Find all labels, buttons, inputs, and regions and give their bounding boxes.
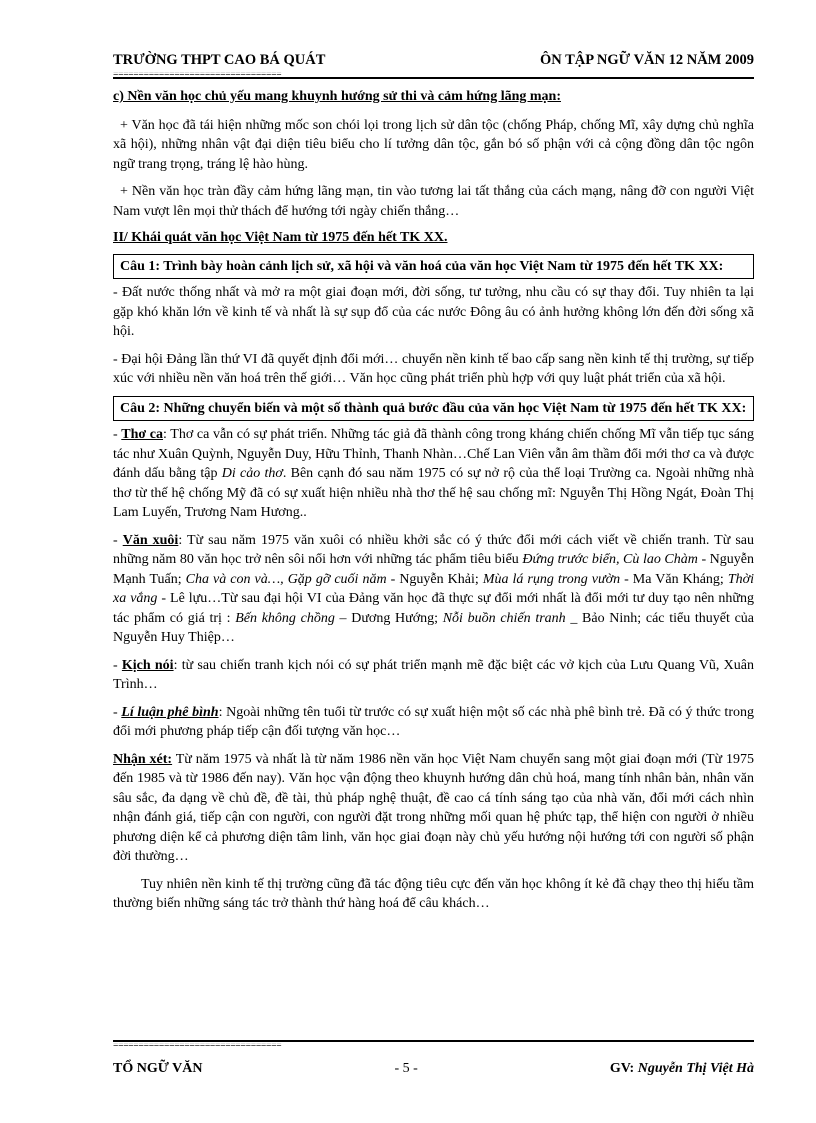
poetry-italic-1: Di cảo thơ (221, 466, 283, 481)
poetry-text-1: : Thơ ca vẫn có sự phát triển. Những tác giả đã thành công trong kháng chiến chống Mĩ vẫn tiếp tục sáng tác như Xuân Quỳnh, Nguyễn Duy, Hữu Thỉnh, Thanh Nhàn…Chế Lan Viên vẫn âm thầm đổi mới thơ ca và được đánh dấu bằng tập (113, 427, 754, 481)
prose-text-3: - Nguyễn Khải; (386, 571, 483, 587)
prose-italic-4: Thời xa vắng (113, 571, 754, 606)
prose-italic-3: Mùa lá rụng trong vườn (482, 571, 621, 587)
department-name: TỔ NGỮ VĂN (113, 1061, 203, 1076)
poetry-label: Thơ ca (121, 427, 164, 442)
prose-text-1: : Từ sau năm 1975 văn xuôi có nhiều khởi sắc có ý thức đổi mới cách viết về chiến tranh. Từ sau những năm 80 văn học trở nên sôi nổi hơn với những tác phẩm tiêu biểu (113, 532, 755, 567)
prose-text-4: - Ma Văn Kháng; (620, 571, 728, 587)
prose-text-2: - Nguyễn Mạnh Tuấn; (113, 552, 754, 587)
drama-paragraph: - Kịch nói: từ sau chiến tranh kịch nói có sự phát triển mạnh mẽ đặc biệt các vở kịch của Lưu Quang Vũ, Xuân Trình… (113, 657, 754, 692)
remark-label: Nhận xét: (113, 751, 173, 767)
page-content (113, 52, 754, 914)
page-header (113, 52, 754, 72)
teacher-label: GV: (609, 1061, 638, 1076)
prose-italic-5: Bến không chồng (235, 610, 335, 626)
drama-label: Kịch nói (121, 657, 174, 673)
footer-line (113, 1040, 754, 1042)
section-c-paragraph-2: + Nền văn học tràn đầy cảm hứng lãng mạn, tin vào tương lai tất thắng của cách mạng, nâng đỡ con người Việt Nam vượt lên mọi thử thách để hướng tới ngày chiến thắng… (113, 184, 754, 219)
section-ii-title: II/ Khái quát văn học Việt Nam từ 1975 đến hết TK XX. (113, 230, 448, 245)
question-1-paragraph-1: - Đất nước thống nhất và mở ra một giai đoạn mới, đời sống, tư tưởng, nhu cầu có sự thay đổi. Tuy nhiên ta lại gặp khó khăn lớn về kinh tế và nhất là sự sụp đổ của các nước Đông âu có ảnh hưởng không lớn đến đời sống xã hội. (113, 285, 754, 339)
criticism-label: Lí luận phê bình (121, 704, 219, 720)
question-1-paragraph-2: - Đại hội Đảng lần thứ VI đã quyết định đổi mới… chuyển nền kinh tế bao cấp sang nền kinh tế thị trường, sự tiếp xúc với nhiều nền văn hoá trên thế giới… Văn học cũng phát triển phù hợp với quy luật phát triển của xã hội. (113, 351, 754, 386)
poetry-paragraph: - Thơ ca: Thơ ca vẫn có sự phát triển. Những tác giả đã thành công trong kháng chiến chống Mĩ vẫn tiếp tục sáng tác như Xuân Quỳnh, Nguyễn Duy, Hữu Thỉnh, Thanh Nhàn…Chế Lan Viên vẫn âm thầm đổi mới thơ ca và được đánh dấu bằng tập Di cảo thơ. Bên cạnh đó sau năm 1975 có sự nở rộ của thể loại Trường ca. Ngoài những nhà thơ từ thế hệ chống Mỹ đã có sự xuất hiện nhiều nhà thơ thế hệ sau chống mĩ: Nguyễn Thị Hồng Ngát, Đoàn Thị Lam Luyến, Trương Nam Hương.. (113, 427, 754, 520)
prose-italic-1: Đứng trước biển, Cù lao Chàm (522, 552, 698, 567)
footer-rule: ================================= (113, 1043, 282, 1050)
prose-italic-6: Nỗi buồn chiến tranh (442, 610, 566, 626)
remark-text: Từ năm 1975 và nhất là từ năm 1986 nền văn học Việt Nam chuyển sang một giai đoạn mới (Từ 1975 đến 1985 và từ 1986 đến nay). Văn học vận động theo khuynh hướng dân chủ hoá, mang tính nhân bản, nhân văn sâu sắc, đa dạng về chủ đề, đề tài, thủ pháp nghệ thuật, đề cao cá tính sáng tạo của nhà văn, đổi mới cách nhìn nhận đánh giá, tiếp cận con người, con người đặt trong những mối quan hệ phức tạp, thể hiện con người ở nhiều phương diện kể cả phương diện tâm linh, văn học giai đoạn này chủ yếu hướng nội hướng tới con người số phận đời thường… (113, 751, 754, 864)
prose-text-6: – Dương Hướng; (334, 610, 443, 626)
document-title: ÔN TẬP NGỮ VĂN 12 NĂM 2009 (539, 52, 754, 68)
prose-italic-2: Cha và con và…, Gặp gỡ cuối năm (185, 571, 387, 587)
prose-label: Văn xuôi (122, 532, 179, 548)
drama-text: : từ sau chiến tranh kịch nói có sự phát triển mạnh mẽ đặc biệt các vở kịch của Lưu Quang Vũ, Xuân Trình… (113, 657, 754, 692)
question-1-box (113, 254, 754, 280)
section-c-title: c) Nền văn học chủ yếu mang khuynh hướng sử thi và cảm hứng lãng mạn: (113, 89, 561, 104)
criticism-paragraph: - Lí luận phê bình: Ngoài những tên tuổi từ trước có sự xuất hiện một số các nhà phê bình trẻ. Đã có ý thức trong đổi mới phương pháp tiếp cận đối tượng văn học… (113, 704, 754, 739)
footer-row (113, 1061, 754, 1077)
prose-paragraph: - Văn xuôi: Từ sau năm 1975 văn xuôi có nhiều khởi sắc có ý thức đổi mới cách viết về chiến tranh. Từ sau những năm 80 văn học trở nên sôi nổi hơn với những tác phẩm tiêu biểu Đứng trước biển, Cù lao Chàm - Nguyễn Mạnh Tuấn; Cha và con và…, Gặp gỡ cuối năm - Nguyễn Khải; Mùa lá rụng trong vườn - Ma Văn Kháng; Thời xa vắng - Lê lựu…Từ sau đại hội VI của Đảng văn học đã thực sự đổi mới nhất là đổi mới tư duy tạo nên những tác phẩm có giá trị : Bến không chồng – Dương Hướng; Nỗi buồn chiến tranh _ Bảo Ninh; các tiểu thuyết của Nguyễn Huy Thiệp… (113, 532, 755, 645)
header-rule: ================================= (113, 72, 282, 79)
section-c-paragraph-1: + Văn học đã tái hiện những mốc son chói lọi trong lịch sử dân tộc (chống Pháp, chống Mĩ, xây dựng chủ nghĩa xã hội), những nhân vật đại diện tiêu biểu cho lí tưởng dân tộc, gắn bó số phận với cả cộng đồng dân tộc ngôn ngữ trang trọng, tráng lệ hào hùng. (113, 117, 754, 172)
criticism-text: : Ngoài những tên tuổi từ trước có sự xuất hiện một số các nhà phê bình trẻ. Đã có ý thức trong đổi mới phương pháp tiếp cận đối tượng văn học… (113, 704, 754, 739)
page-number: - 5 - (394, 1061, 418, 1076)
page-footer (113, 1040, 754, 1077)
question-2-title: Câu 2: Những chuyển biến và một số thành quả bước đầu của văn học Việt Nam từ 1975 đến hết TK XX: (120, 400, 747, 416)
closing-paragraph: Tuy nhiên nền kinh tế thị trường cũng đã tác động tiêu cực đến văn học không ít kẻ đã chạy theo thị hiếu tầm thường biến những sáng tác trở thành thứ hàng hoá để câu khách… (113, 876, 754, 911)
question-1-title: Câu 1: Trình bày hoàn cảnh lịch sử, xã hội và văn hoá của văn học Việt Nam từ 1975 đến hết TK XX: (120, 258, 724, 274)
poetry-text-2: . Bên cạnh đó sau năm 1975 có sự nở rộ của thể loại Trường ca. Ngoài những nhà thơ từ thế hệ chống Mỹ đã có sự xuất hiện nhiều nhà thơ thế hệ sau chống mĩ: Nguyễn Thị Hồng Ngát, Đoàn Thị Lam Luyến, Trương Nam Hương.. (113, 466, 754, 520)
school-name: TRƯỜNG THPT CAO BÁ QUÁT (113, 52, 326, 68)
prose-text-7: _ Bảo Ninh; các tiểu thuyết của Nguyễn Huy Thiệp… (113, 610, 755, 645)
prose-text-5: - Lê lựu…Từ sau đại hội VI của Đảng văn học đã thực sự đổi mới nhất là đổi mới tư duy tạo nên những tác phẩm có giá trị : (113, 591, 755, 626)
question-2-box (113, 396, 754, 422)
teacher-name: Nguyễn Thị Việt Hà (637, 1061, 754, 1076)
remark-paragraph (113, 750, 754, 867)
teacher (610, 1061, 754, 1077)
